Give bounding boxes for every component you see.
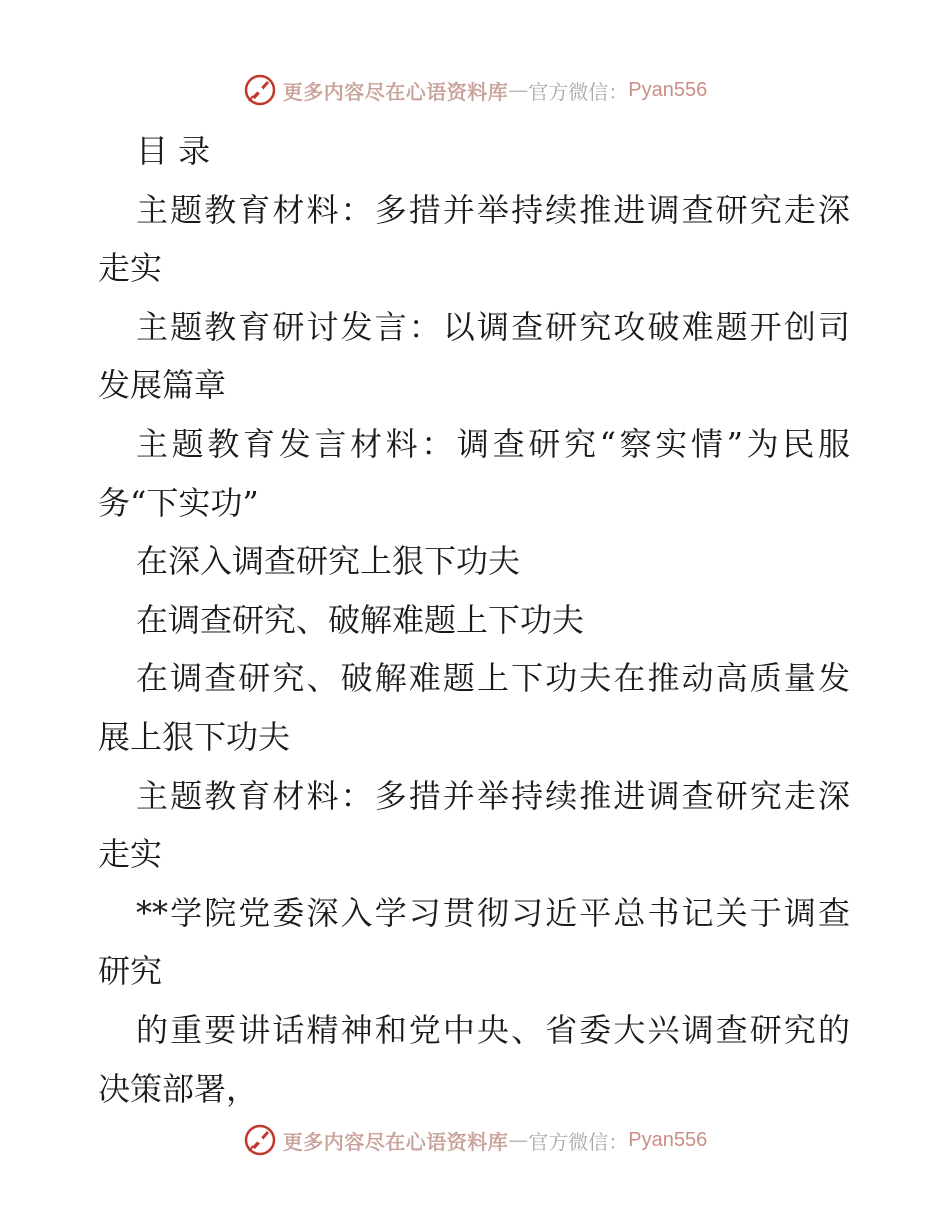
toc-line: 在深入调查研究上狠下功夫 [136, 542, 521, 581]
banner-site-name: 更多内容尽在心语资料库 [282, 1129, 509, 1154]
banner-wechat-handle: Pyan556 [628, 78, 708, 101]
toc-line: 主题教育研讨发言：以调查研究攻破难题开创司 [136, 307, 850, 346]
banner-dash: — [508, 78, 529, 102]
quill-pen-logo-icon [243, 73, 277, 107]
toc-heading: 目 录 [136, 132, 211, 170]
body-line: 走实 [98, 835, 163, 874]
body-line: 主题教育材料：多措并举持续推进调查研究走深 [136, 776, 850, 815]
toc-line: 展上狠下功夫 [98, 717, 291, 756]
document-body [98, 122, 850, 1118]
toc-line: 走实 [98, 249, 163, 288]
toc-line: 主题教育发言材料：调查研究“察实情”为民服 [136, 424, 850, 463]
toc-line: 主题教育材料：多措并举持续推进调查研究走深 [136, 190, 850, 229]
banner-official-label: 官方微信： [528, 1129, 629, 1154]
banner-dash: — [508, 1128, 529, 1152]
toc-line: 在调查研究、破解难题上下功夫 [136, 600, 585, 639]
banner-site-name: 更多内容尽在心语资料库 [282, 79, 509, 104]
toc-line: 在调查研究、破解难题上下功夫在推动高质量发 [136, 659, 850, 698]
body-line: **学院党委深入学习贯彻习近平总书记关于调查 [136, 893, 850, 932]
banner-wechat-handle: Pyan556 [628, 1128, 708, 1151]
quill-pen-logo-icon [243, 1123, 277, 1157]
toc-line: 发展篇章 [98, 366, 227, 405]
body-line: 决策部署， [98, 1069, 259, 1108]
toc-line: 务“下实功” [98, 483, 259, 522]
body-line: 的重要讲话精神和党中央、省委大兴调查研究的 [136, 1010, 850, 1049]
body-line: 研究 [98, 952, 163, 991]
banner-official-label: 官方微信： [528, 79, 629, 104]
header-banner [0, 70, 950, 110]
footer-banner [0, 1120, 950, 1160]
